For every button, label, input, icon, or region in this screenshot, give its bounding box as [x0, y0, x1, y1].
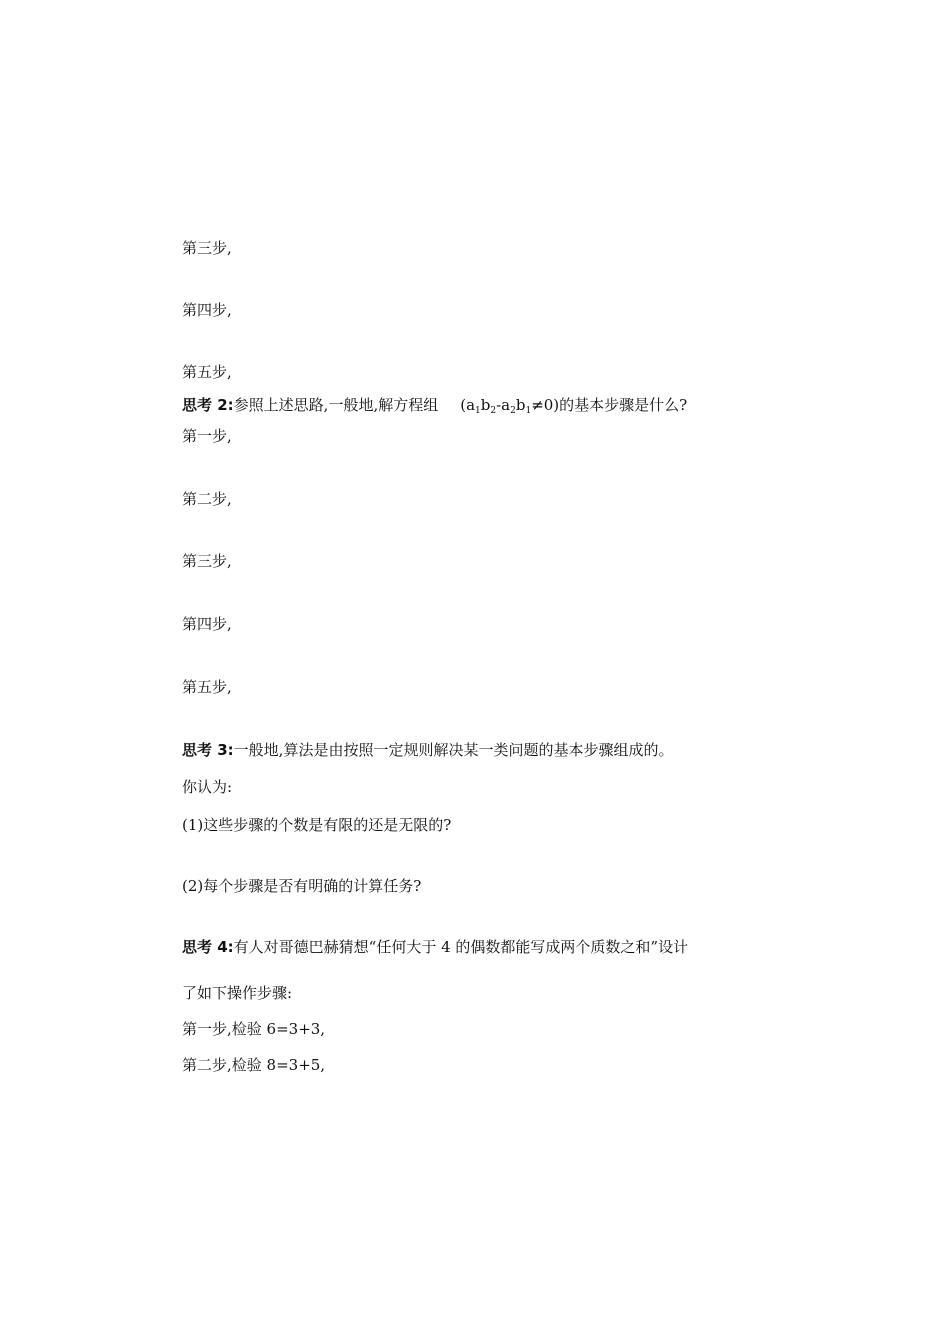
think3-text: 一般地,算法是由按照一定规则解决某一类问题的基本步骤组成的。	[233, 741, 674, 759]
think3-prompt: 你认为:	[182, 778, 233, 796]
think4-step-2: 第二步,检验 8=3+5,	[182, 1056, 326, 1074]
think3-question-1: (1)这些步骤的个数是有限的还是无限的?	[182, 816, 452, 834]
think2-label: 思考 2:	[182, 396, 234, 414]
think4-step-1: 第一步,检验 6=3+3,	[182, 1020, 326, 1038]
part1-step5: 第五步,	[182, 363, 232, 381]
think4-paragraph	[182, 937, 688, 957]
think4-text-cont: 了如下操作步骤:	[182, 984, 293, 1002]
think2-paragraph	[182, 395, 687, 415]
part1-step3: 第三步,	[182, 239, 232, 257]
think2-step-3: 第三步,	[182, 552, 232, 570]
think2-text: 参照上述思路,一般地,解方程组	[233, 396, 439, 414]
part1-step4: 第四步,	[182, 301, 232, 319]
think2-step-2: 第二步,	[182, 490, 232, 508]
think2-step-1: 第一步,	[182, 427, 232, 445]
think4-label: 思考 4:	[182, 938, 234, 956]
think2-tail: 的基本步骤是什么?	[559, 396, 688, 414]
think3-label: 思考 3:	[182, 741, 234, 759]
think3-question-2: (2)每个步骤是否有明确的计算任务?	[182, 877, 422, 895]
think2-condition: $(a_1b_2-a_2b_1\ne 0)$	[460, 396, 560, 416]
think4-text: 有人对哥德巴赫猜想“任何大于 4 的偶数都能写成两个质数之和”设计	[233, 938, 689, 956]
think2-step-4: 第四步,	[182, 615, 232, 633]
think3-paragraph	[182, 740, 673, 760]
think2-step-5: 第五步,	[182, 678, 232, 696]
